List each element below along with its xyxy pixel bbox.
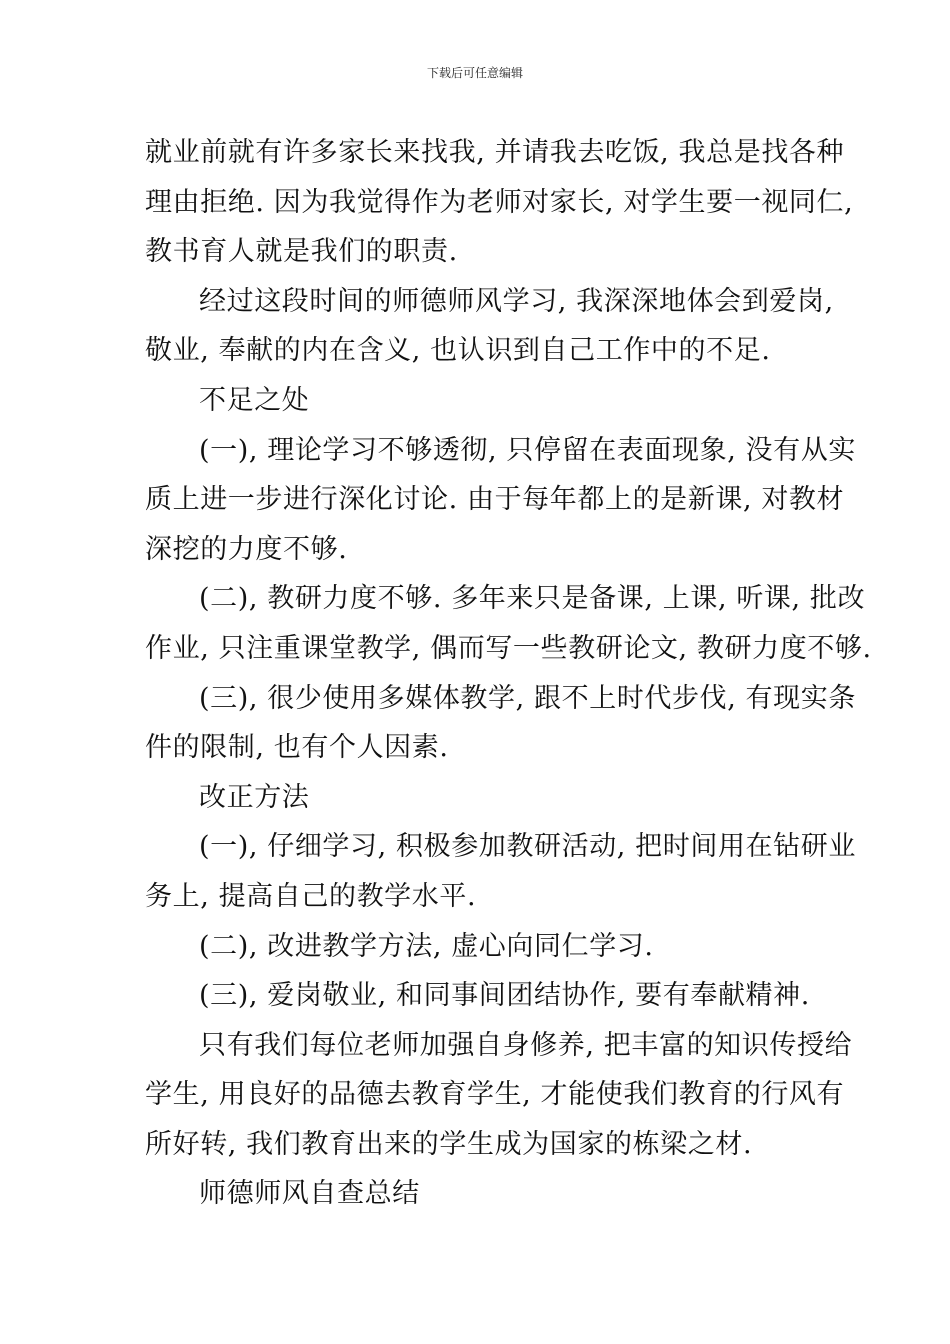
text-line: (一), 理论学习不够透彻, 只停留在表面现象, 没有从实 bbox=[199, 434, 856, 466]
paragraph-p10 bbox=[145, 971, 809, 1021]
text-line: 质上进一步进行深化讨论. 由于每年都上的是新课, 对教材 bbox=[145, 484, 845, 516]
text-line: 深挖的力度不够. bbox=[145, 533, 348, 565]
text-line: 只有我们每位老师加强自身修养, 把丰富的知识传授给 bbox=[199, 1029, 853, 1061]
text-line: 改正方法 bbox=[199, 781, 310, 813]
text-line: (一), 仔细学习, 积极参加教研活动, 把时间用在钻研业 bbox=[199, 831, 856, 863]
text-line: (二), 改进教学方法, 虚心向同仁学习. bbox=[199, 930, 654, 962]
paragraph-p2 bbox=[145, 277, 834, 376]
text-line: (三), 爱岗敬业, 和同事间团结协作, 要有奉献精神. bbox=[199, 980, 810, 1012]
page-header: 下载后可任意编辑 bbox=[426, 66, 523, 80]
paragraph-p4 bbox=[145, 426, 856, 575]
paragraph-p1 bbox=[145, 128, 854, 277]
paragraph-p5 bbox=[145, 574, 872, 673]
text-line: (三), 很少使用多媒体教学, 跟不上时代步伐, 有现实条 bbox=[199, 682, 856, 714]
paragraph-p7 bbox=[145, 773, 809, 823]
text-line: 所好转, 我们教育出来的学生成为国家的栋梁之材. bbox=[145, 1128, 753, 1160]
paragraph-p8 bbox=[145, 822, 856, 921]
text-line: 师德师风自查总结 bbox=[199, 1178, 420, 1210]
text-line: 作业, 只注重课堂教学, 偶而写一些教研论文, 教研力度不够. bbox=[145, 632, 872, 664]
document-body bbox=[145, 128, 872, 1219]
paragraph-p9 bbox=[145, 922, 809, 972]
text-line: (二), 教研力度不够. 多年来只是备课, 上课, 听课, 批改 bbox=[199, 583, 866, 615]
text-line: 件的限制, 也有个人因素. bbox=[145, 732, 449, 764]
paragraph-p12 bbox=[145, 1169, 809, 1219]
text-line: 敬业, 奉献的内在含义, 也认识到自己工作中的不足. bbox=[145, 335, 771, 367]
text-line: 教书育人就是我们的职责. bbox=[145, 236, 458, 268]
paragraph-p6 bbox=[145, 674, 856, 773]
text-line: 学生, 用良好的品德去教育学生, 才能使我们教育的行风有 bbox=[145, 1079, 845, 1111]
text-line: 务上, 提高自己的教学水平. bbox=[145, 880, 477, 912]
text-line: 理由拒绝. 因为我觉得作为老师对家长, 对学生要一视同仁, bbox=[145, 186, 854, 218]
paragraph-p11 bbox=[145, 1021, 853, 1170]
text-line: 经过这段时间的师德师风学习, 我深深地体会到爱岗, bbox=[199, 285, 834, 317]
text-line: 就业前就有许多家长来找我, 并请我去吃饭, 我总是找各种 bbox=[145, 137, 845, 168]
text-line: 不足之处 bbox=[199, 384, 310, 416]
paragraph-p3 bbox=[145, 376, 809, 426]
